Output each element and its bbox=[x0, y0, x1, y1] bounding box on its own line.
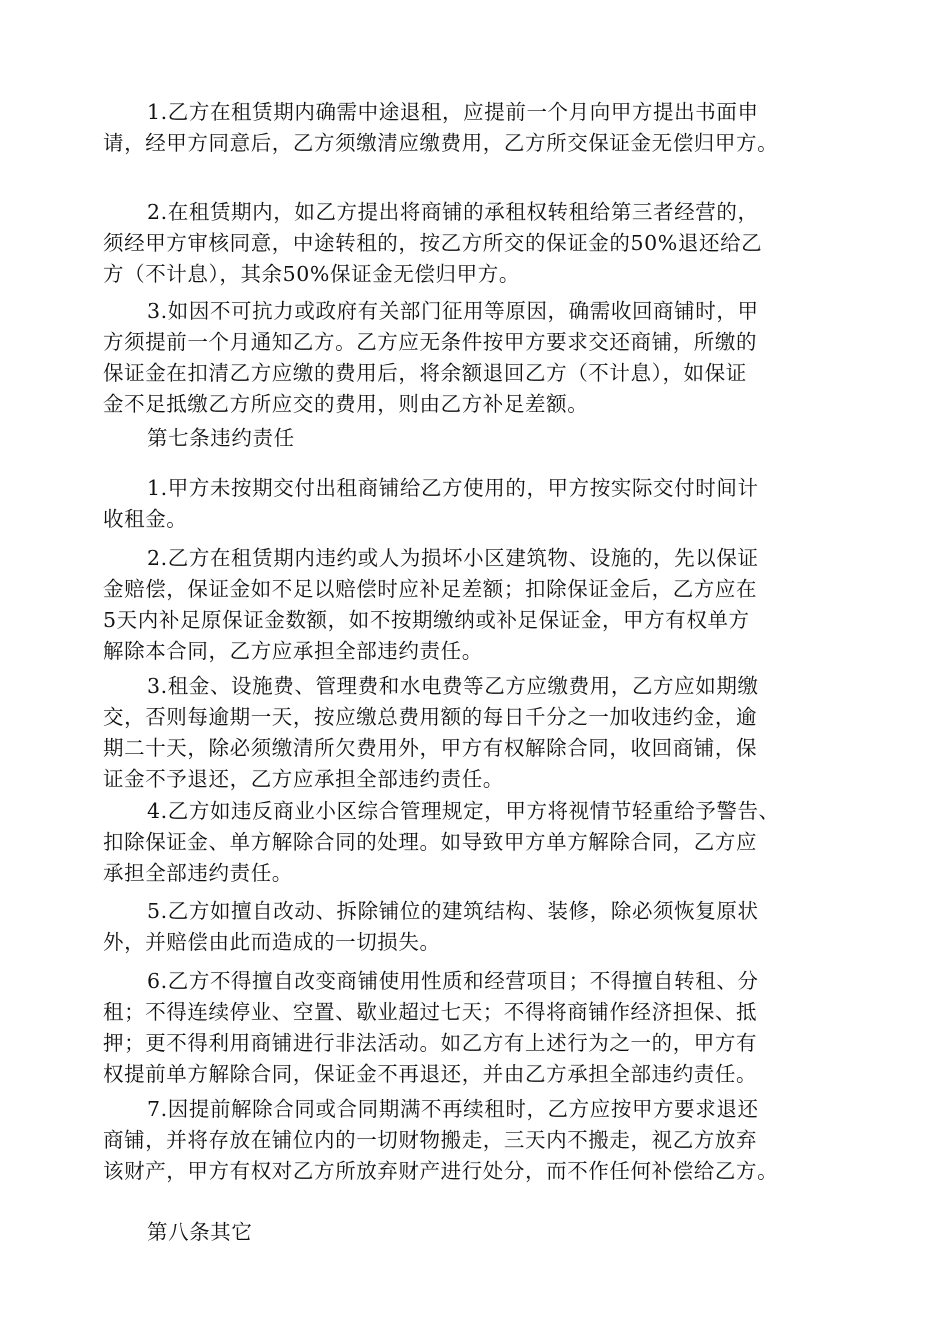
paragraph-line: 收租金。 bbox=[103, 507, 188, 531]
clause-paragraph-unauthorized-alteration bbox=[103, 896, 863, 958]
paragraph-line: 1.乙方在租赁期内确需中途退租，应提前一个月向甲方提出书面申 bbox=[147, 100, 759, 124]
paragraph-line: 期二十天，除必须缴清所欠费用外，甲方有权解除合同，收回商铺，保 bbox=[103, 736, 758, 760]
clause-paragraph-prohibited-uses bbox=[103, 966, 863, 1090]
paragraph-line: 方须提前一个月通知乙方。乙方应无条件按甲方要求交还商铺，所缴的 bbox=[103, 330, 758, 354]
paragraph-line: 该财产，甲方有权对乙方所放弃财产进行处分，而不作任何补偿给乙方。 bbox=[103, 1159, 779, 1183]
paragraph-line: 5.乙方如擅自改动、拆除铺位的建筑结构、装修，除必须恢复原状 bbox=[147, 899, 759, 923]
paragraph-line: 5天内补足原保证金数额，如不按期缴纳或补足保证金，甲方有权单方 bbox=[103, 608, 750, 632]
paragraph-line: 须经甲方审核同意，中途转租的，按乙方所交的保证金的50%退还给乙 bbox=[103, 231, 763, 255]
clause-paragraph-late-payment bbox=[103, 671, 863, 795]
paragraph-line: 请，经甲方同意后，乙方须缴清应缴费用，乙方所交保证金无偿归甲方。 bbox=[103, 131, 779, 155]
paragraph-line: 承担全部违约责任。 bbox=[103, 861, 293, 885]
paragraph-line: 7.因提前解除合同或合同期满不再续租时，乙方应按甲方要求退还 bbox=[147, 1097, 759, 1121]
clause-paragraph-sublease bbox=[103, 197, 863, 290]
paragraph-line: 权提前单方解除合同，保证金不再退还，并由乙方承担全部违约责任。 bbox=[103, 1062, 758, 1086]
clause-paragraph-late-delivery bbox=[103, 473, 863, 535]
paragraph-line: 6.乙方不得擅自改变商铺使用性质和经营项目；不得擅自转租、分 bbox=[147, 969, 759, 993]
paragraph-line: 2.在租赁期内，如乙方提出将商铺的承租权转租给第三者经营的， bbox=[147, 200, 759, 224]
clause-paragraph-force-majeure bbox=[103, 296, 863, 420]
clause-paragraph-management-violation bbox=[103, 796, 863, 889]
paragraph-line: 金赔偿，保证金如不足以赔偿时应补足差额；扣除保证金后，乙方应在 bbox=[103, 577, 758, 601]
clause-paragraph-damage-compensation bbox=[103, 543, 863, 667]
paragraph-line: 金不足抵缴乙方所应交的费用，则由乙方补足差额。 bbox=[103, 392, 589, 416]
paragraph-line: 1.甲方未按期交付出租商铺给乙方使用的，甲方按实际交付时间计 bbox=[147, 476, 759, 500]
paragraph-line: 商铺，并将存放在铺位内的一切财物搬走，三天内不搬走，视乙方放弃 bbox=[103, 1128, 758, 1152]
paragraph-line: 3.如因不可抗力或政府有关部门征用等原因，确需收回商铺时，甲 bbox=[147, 299, 759, 323]
paragraph-line: 保证金在扣清乙方应缴的费用后，将余额退回乙方（不计息），如保证 bbox=[103, 361, 747, 385]
clause-paragraph-early-termination bbox=[103, 97, 863, 159]
paragraph-line: 扣除保证金、单方解除合同的处理。如导致甲方单方解除合同，乙方应 bbox=[103, 830, 758, 854]
paragraph-line: 押；更不得利用商铺进行非法活动。如乙方有上述行为之一的，甲方有 bbox=[103, 1031, 758, 1055]
paragraph-line: 解除本合同，乙方应承担全部违约责任。 bbox=[103, 639, 483, 663]
paragraph-line: 租；不得连续停业、空置、歇业超过七天；不得将商铺作经济担保、抵 bbox=[103, 1000, 758, 1024]
paragraph-line: 外，并赔偿由此而造成的一切损失。 bbox=[103, 930, 441, 954]
clause-paragraph-return-premises bbox=[103, 1094, 863, 1187]
paragraph-line: 3.租金、设施费、管理费和水电费等乙方应缴费用，乙方应如期缴 bbox=[147, 674, 759, 698]
paragraph-line: 证金不予退还，乙方应承担全部违约责任。 bbox=[103, 767, 504, 791]
section-heading-article-7: 第七条违约责任 bbox=[147, 426, 295, 450]
paragraph-line: 4.乙方如违反商业小区综合管理规定，甲方将视情节轻重给予警告、 bbox=[147, 799, 780, 823]
section-heading-article-8: 第八条其它 bbox=[147, 1220, 253, 1244]
paragraph-line: 2.乙方在租赁期内违约或人为损坏小区建筑物、设施的，先以保证 bbox=[147, 546, 759, 570]
paragraph-line: 交，否则每逾期一天，按应缴总费用额的每日千分之一加收违约金，逾 bbox=[103, 705, 758, 729]
paragraph-line: 方（不计息），其余50%保证金无偿归甲方。 bbox=[103, 262, 520, 286]
